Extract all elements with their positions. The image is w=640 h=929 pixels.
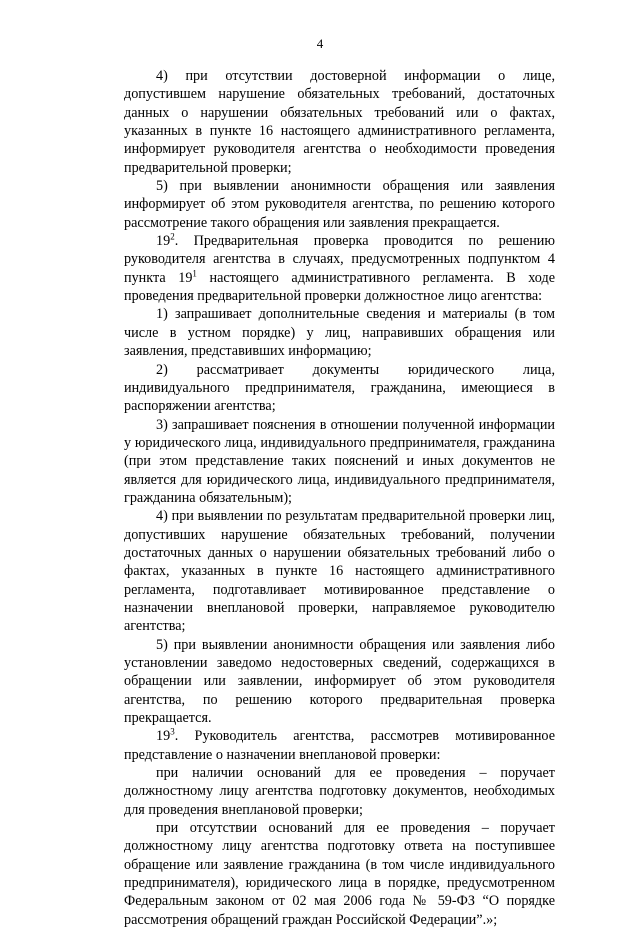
paragraph-sub-4-submission: 4) при выявлении по результатам предварительной проверки лиц, допустивших нарушение обязательных требований, получении достаточных данных о нарушении обязательных требований либо о фактах, указанных в пункте 16 настоящего административного регламента, подготавливает мотивированное представление о назначении внеплановой проверки, направляемое руководителю агентства; (124, 508, 555, 635)
point-number: 19 (156, 728, 171, 745)
point-number: 19 (156, 233, 171, 250)
paragraph-19-3-head-decision (124, 727, 555, 764)
point-superscript: 2 (170, 231, 175, 242)
paragraph-item-5-anonymity: 5) при выявлении анонимности обращения или заявления информирует об этом руководителя агентства, по решению которого рассмотрение такого обращения или заявления прекращается. (124, 178, 555, 231)
paragraph-grounds-present: при наличии оснований для ее проведения – поручает должностному лицу агентства подготовку документов, необходимых для проведения внеплановой проверки; (124, 765, 555, 818)
paragraph-text: . Предварительная проверка проводится по решению руководителя агентства в случаях, предусмотренных подпунктом 4 пункта 19 (124, 233, 555, 286)
paragraph-text-continued: настоящего административного регламента. В ходе проведения предварительной проверки должностное лицо агентства: (124, 269, 555, 305)
paragraph-sub-1-request-info: 1) запрашивает дополнительные сведения и материалы (в том числе в устном порядке) у лиц, направивших обращения или заявления, представивших информацию; (124, 306, 555, 360)
paragraph-grounds-absent: при отсутствии оснований для ее проведения – поручает должностному лицу агентства подготовку ответа на поступившее обращение или заявление гражданина (в том числе индивидуального предпринимателя), юридического лица в порядке, предусмотренном Федеральным законом от 02 мая 2006 года № 59-ФЗ “О порядке рассмотрения обращений граждан Российской Федерации”.»; (124, 820, 555, 928)
page-number: 4 (316, 36, 324, 51)
document-body (124, 67, 555, 929)
paragraph-sub-3-request-explanations: 3) запрашивает пояснения в отношении полученной информации у юридического лица, индивидуального предпринимателя, гражданина (при этом представление таких пояснений и иных документов не является для юридического лица, индивидуального предпринимателя, гражданина обязательным); (124, 416, 555, 506)
paragraph-text: . Руководитель агентства, рассмотрев мотивированное представление о назначении внеплановой проверки: (124, 728, 555, 763)
point-superscript: 3 (170, 726, 175, 737)
paragraph-sub-2-review-documents: 2) рассматривает документы юридического лица, индивидуального предпринимателя, гражданина, имеющиеся в распоряжении агентства; (124, 361, 555, 415)
reference-superscript: 1 (192, 268, 197, 279)
paragraph-sub-5-termination: 5) при выявлении анонимности обращения или заявления либо установлении заведомо недостоверных сведений, содержащихся в обращении или заявлении, информирует об этом руководителя агентства, по решению которого предварительная проверка прекращается. (124, 636, 555, 727)
paragraph-item-4-notify-check: 4) при отсутствии достоверной информации о лице, допустившем нарушение обязательных требований, достаточных данных о нарушении обязательных требований или о фактах, указанных в пункте 16 настоящего административного регламента, информирует руководителя агентства о необходимости проведения предварительной проверки; (124, 68, 555, 176)
paragraph-19-2-preliminary-check (124, 232, 555, 305)
